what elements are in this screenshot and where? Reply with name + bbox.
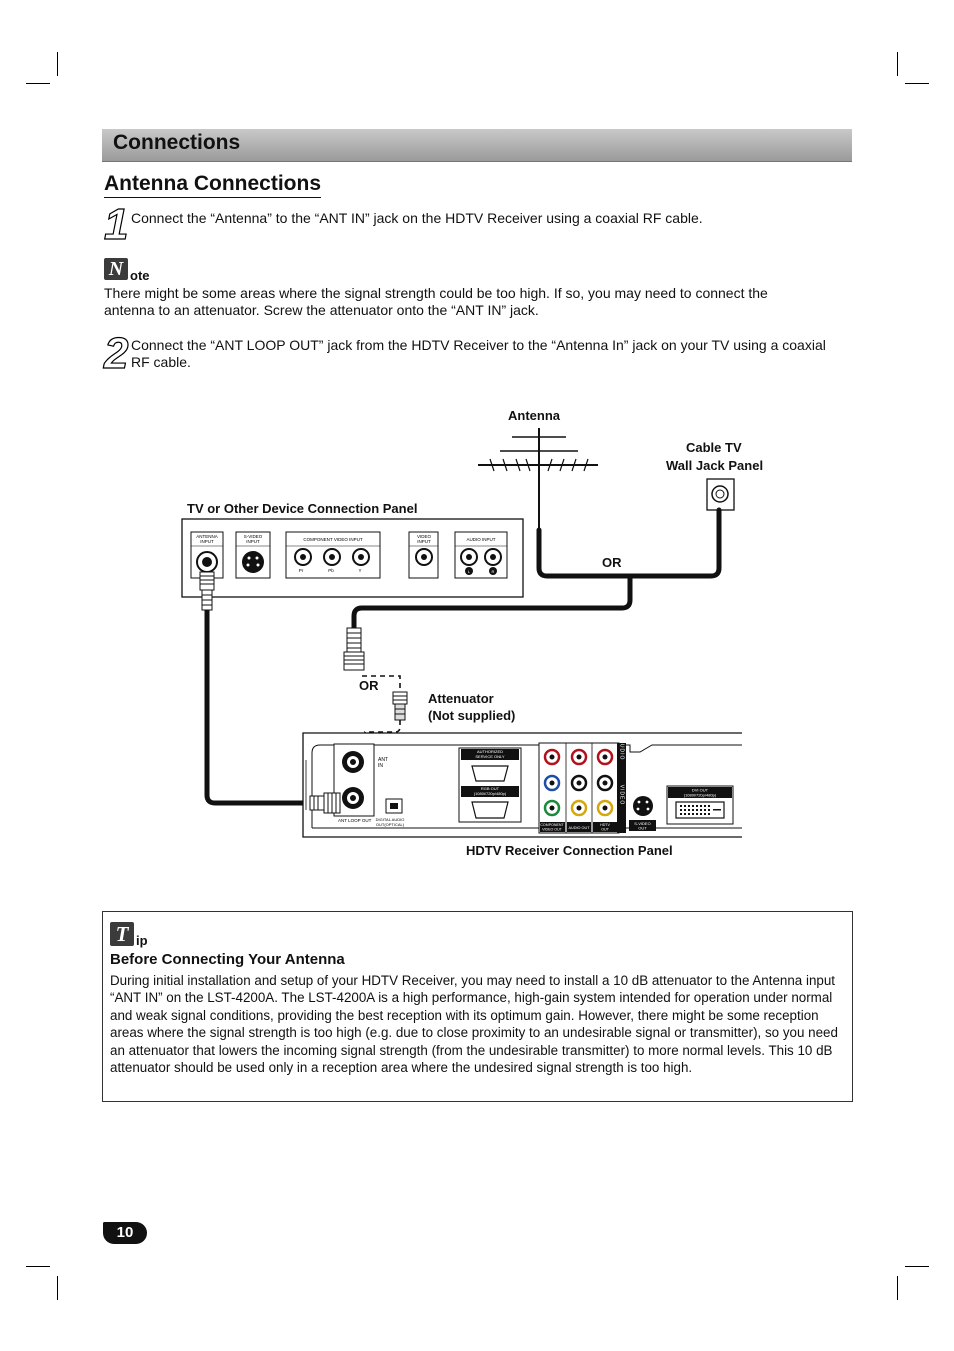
rgb-out-label: (1080i/720p/480p) [473, 791, 507, 796]
svideo-out-label: OUT [638, 825, 647, 831]
antenna-icon [478, 428, 598, 530]
crop-mark [26, 1266, 50, 1267]
step-number: 2 [104, 329, 127, 378]
authorized-label: SERVICE ONLY [475, 754, 505, 759]
coax-plug-icon [200, 572, 214, 610]
tip-icon: T [110, 922, 134, 946]
tv-component-jack-label: Y [358, 568, 362, 573]
coax-plug-icon [310, 793, 340, 813]
section-title: Antenna Connections [104, 171, 321, 198]
crop-mark [57, 1276, 58, 1300]
tv-panel-label: TV or Other Device Connection Panel [187, 501, 418, 516]
antenna-label: Antenna [508, 408, 560, 423]
component-video-out-label: COMPONENT [540, 823, 564, 827]
tv-video-input-label: VIDEO [416, 534, 432, 539]
hdtv-out-label: OUT [601, 827, 609, 832]
tv-antenna-input-label: INPUT [200, 539, 214, 544]
page-number: 10 [103, 1222, 147, 1244]
audio-vertical-label: AUDIO [618, 739, 625, 761]
or-label: OR [359, 678, 379, 693]
component-video-out-label: VIDEO OUT [542, 827, 562, 832]
hdtv-panel-label: HDTV Receiver Connection Panel [466, 843, 673, 858]
tv-svideo-input-label: INPUT [246, 539, 260, 544]
note-icon: N [104, 258, 128, 280]
tv-audio-jack-label: L [467, 569, 471, 574]
tv-component-input-label: COMPONENT VIDEO INPUT [303, 537, 363, 542]
wall-jack-icon [707, 479, 734, 510]
crop-mark [905, 1266, 929, 1267]
tv-antenna-input-label: ANTENNA [196, 534, 218, 539]
tv-component-jack-label: Pr [298, 568, 304, 573]
attenuator-dashed-link [362, 676, 400, 692]
crop-mark [897, 1276, 898, 1300]
hdtv-out-label: HDTV [600, 823, 610, 827]
tip-box [102, 911, 853, 1102]
step-text: Connect the “Antenna” to the “ANT IN” jack on the HDTV Receiver using a coaxial RF cable. [131, 210, 703, 226]
tip-label: ip [136, 933, 148, 948]
hdtv-receiver-panel [303, 733, 742, 837]
attenuator-icon [393, 692, 407, 720]
ant-in-label: ANT [378, 757, 388, 763]
or-label: OR [602, 555, 622, 570]
cable-tv-label: Wall Jack Panel [666, 458, 764, 473]
audio-out-label: AUDIO OUT [568, 826, 590, 830]
dvi-out-label: DVI OUT [691, 787, 709, 793]
attenuator-label: (Not supplied) [428, 708, 516, 723]
digital-audio-label: DIGITAL AUDIO [375, 817, 405, 822]
attenuator-label: Attenuator [428, 691, 494, 706]
ant-in-label: IN [378, 763, 383, 769]
tv-video-input-label: INPUT [417, 539, 431, 544]
tv-audio-jack-label: R [491, 569, 495, 574]
step-text: Connect the “ANT LOOP OUT” jack from the HDTV Receiver to the “Antenna In” jack on your TV using a coaxial RF cable. [131, 337, 826, 370]
tip-heading: Before Connecting Your Antenna [110, 951, 345, 968]
cable-tv-label: Cable TV [686, 440, 742, 455]
tv-component-jack-label: Pb [328, 568, 334, 573]
svideo-out-label: S-VIDEO [634, 821, 651, 826]
step-number: 1 [104, 200, 127, 249]
tv-connection-panel [182, 519, 523, 597]
note-text: There might be some areas where the signal strength could be too high. If so, you may need to connect the antenna to an attenuator. Screw the attenuator onto the “ANT IN” jack. [104, 285, 768, 318]
authorized-label: AUTHORIZED [477, 749, 503, 754]
tv-audio-input-label: AUDIO INPUT [466, 537, 496, 542]
tv-svideo-input-label: S-VIDEO [243, 534, 263, 539]
digital-audio-label: OUT(OPTICAL) [375, 822, 405, 827]
note-label: ote [130, 268, 150, 283]
page-title: Connections [113, 131, 241, 154]
coax-plug-icon [344, 628, 364, 670]
dvi-out-label: (1080i/720p/480p) [683, 792, 717, 798]
video-vertical-label: VIDEO [618, 784, 625, 806]
tip-text: During initial installation and setup of your HDTV Receiver, you may need to install a 10 dB attenuator to the Antenna input “ANT IN” on the LST-4200A. The LST-4200A is a high performance, high-gain system intended for operation under normal and weak signal conditions, providing the best reception with its optimum gain. However, there might be some reception areas where the signal strength is too high (e.g. due to close proximity to an undesirable signal or transmitter), so you need an attenuator that lowers the incoming signal strength (from the undesirable transmitter) to more normal levels. This 10 dB attenuator should be used only in a reception area where the undesired signal strength is too high. [110, 973, 838, 1076]
rgb-out-label: RGB OUT [480, 786, 500, 791]
ant-loop-out-label: ANT LOOP OUT [338, 818, 372, 823]
